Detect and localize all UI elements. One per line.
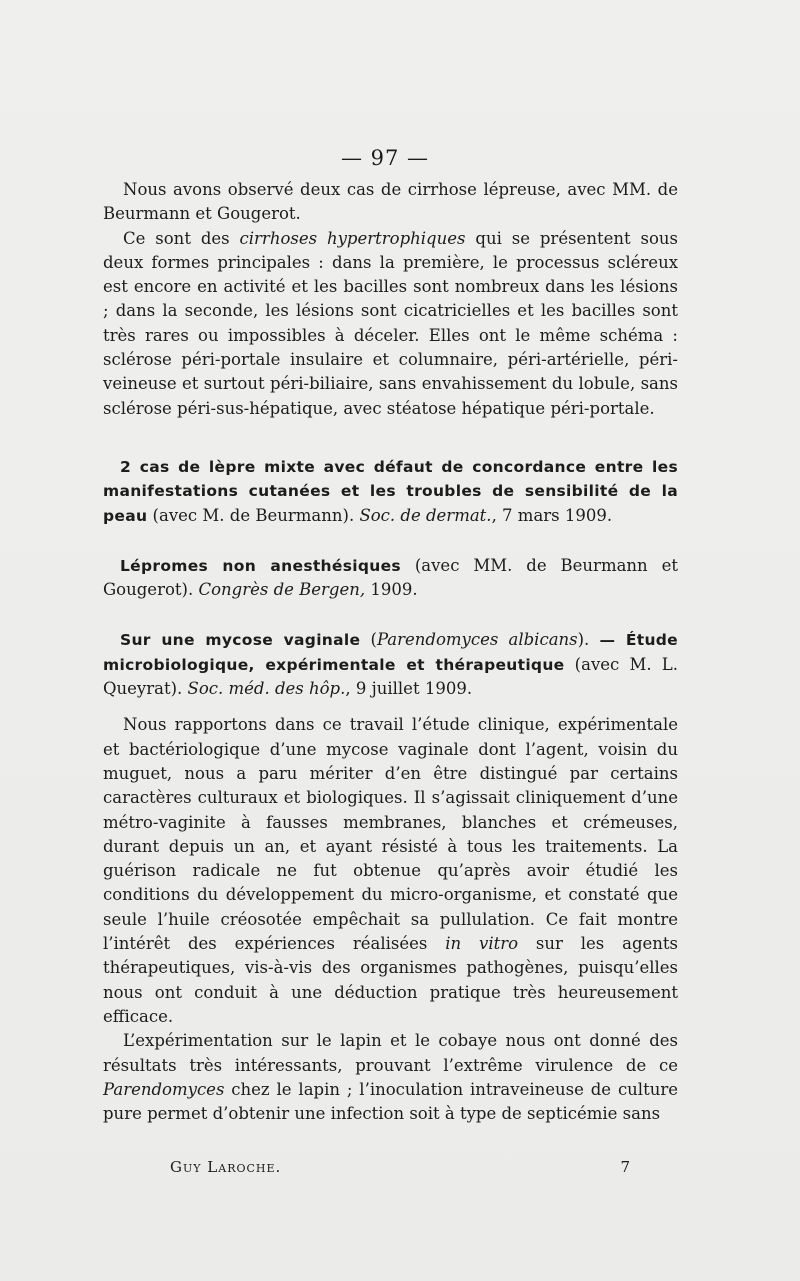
bibliography-entry-3 <box>103 628 678 701</box>
entry-2-journal: Congrès de Bergen, <box>198 580 366 600</box>
bibliography-entry-1 <box>103 455 678 528</box>
entry-3-paren-open: ( <box>360 630 377 650</box>
entry-2-authors: (avec MM. de Beurmann et Gougerot). <box>103 555 678 600</box>
body-paragraph-2 <box>103 1029 678 1126</box>
entry-3-date: , 9 juillet 1909. <box>345 679 473 699</box>
entry-3-species: Parendomyces albicans <box>376 630 578 650</box>
intro-italic-term: cirrhoses hypertrophiques <box>239 228 466 248</box>
body-2-start: L’expérimentation sur le lapin et le cobaye nous ont donné des résultats très intéressants, prouvant l’extrême virulence de ce <box>103 1031 678 1075</box>
intro-paragraph-1: Nous avons observé deux cas de cirrhose lépreuse, avec MM. de Beurmann et Gougerot. <box>103 180 678 224</box>
body-1-italic: in vitro <box>445 934 519 954</box>
entry-1-date: , 7 mars 1909. <box>491 505 613 525</box>
page-content <box>103 178 678 1126</box>
entry-3-title-a: Sur une mycose vaginale <box>120 631 361 650</box>
body-1-end: sur les agents thérapeutiques, vis-à-vis des organismes pathogènes, puisqu’elles nous ont conduit à une déduction pratique très heureusement efficace. <box>103 934 678 1026</box>
entry-3-title-b: — Étude microbiologique, expérimentale et thérapeutique <box>103 631 678 674</box>
entry-2-title: Lépromes non anesthésiques <box>120 556 401 575</box>
page-number: — 97 — <box>340 146 430 170</box>
entry-1-title: 2 cas de lèpre mixte avec défaut de concordance entre les manifestations cutanées et les troubles de sensibilité de la peau <box>103 457 678 525</box>
body-2-end: chez le lapin ; l’inoculation intraveineuse de culture pure permet d’obtenir une infection soit à type de septicémie sans <box>103 1079 678 1124</box>
bibliography-entry-2 <box>103 554 678 603</box>
entry-1-journal: Soc. de dermat. <box>359 505 492 525</box>
intro-text-start: Ce sont des <box>123 228 240 248</box>
intro-paragraph-2 <box>103 227 678 421</box>
footer-author: Guy Laroche. <box>170 1158 282 1176</box>
entry-1-authors: (avec M. de Beurmann). <box>147 505 360 525</box>
page-footer <box>170 1158 630 1176</box>
footer-signature-mark: 7 <box>620 1158 630 1176</box>
body-1-start: Nous rapportons dans ce travail l’étude clinique, expérimentale et bactériologique d’une mycose vaginale dont l’agent, voisin du muguet, nous a paru mériter d’en être distingué par certains caractères culturaux et biologiques. Il s’agissait cliniquement d’une métro-vaginite à fausses membranes, blanches et crémeuses, durant depuis un an, et ayant résisté à tous les traitements. La guérison radicale ne fut obtenue qu’après avoir étudié les conditions du développement du micro-organisme, et constaté que seule l’huile créosotée empêchait sa pullulation. Ce fait montre l’intérêt des expériences réalisées <box>103 715 678 954</box>
entry-3-paren-close: ). <box>577 630 600 650</box>
entry-3-journal: Soc. méd. des hôp. <box>187 679 346 699</box>
entry-3-authors: (avec M. L. Queyrat). <box>103 654 678 699</box>
body-paragraph-1 <box>103 713 678 1029</box>
entry-2-date: 1909. <box>365 580 418 600</box>
body-2-italic: Parendomyces <box>103 1079 225 1099</box>
intro-text-end: qui se présentent sous deux formes principales : dans la première, le processus scléreux est encore en activité et les bacilles sont nombreux dans les lésions ; dans la seconde, les lésions sont cicatricielles et les bacilles sont très rares ou impossibles à déceler. Elles ont le même schéma : sclérose péri-portale insulaire et columnaire, péri-artérielle, péri-veineuse et surtout péri-biliaire, sans envahissement du lobule, sans sclérose péri-sus-hépatique, avec stéatose hépatique péri-portale. <box>103 228 678 418</box>
